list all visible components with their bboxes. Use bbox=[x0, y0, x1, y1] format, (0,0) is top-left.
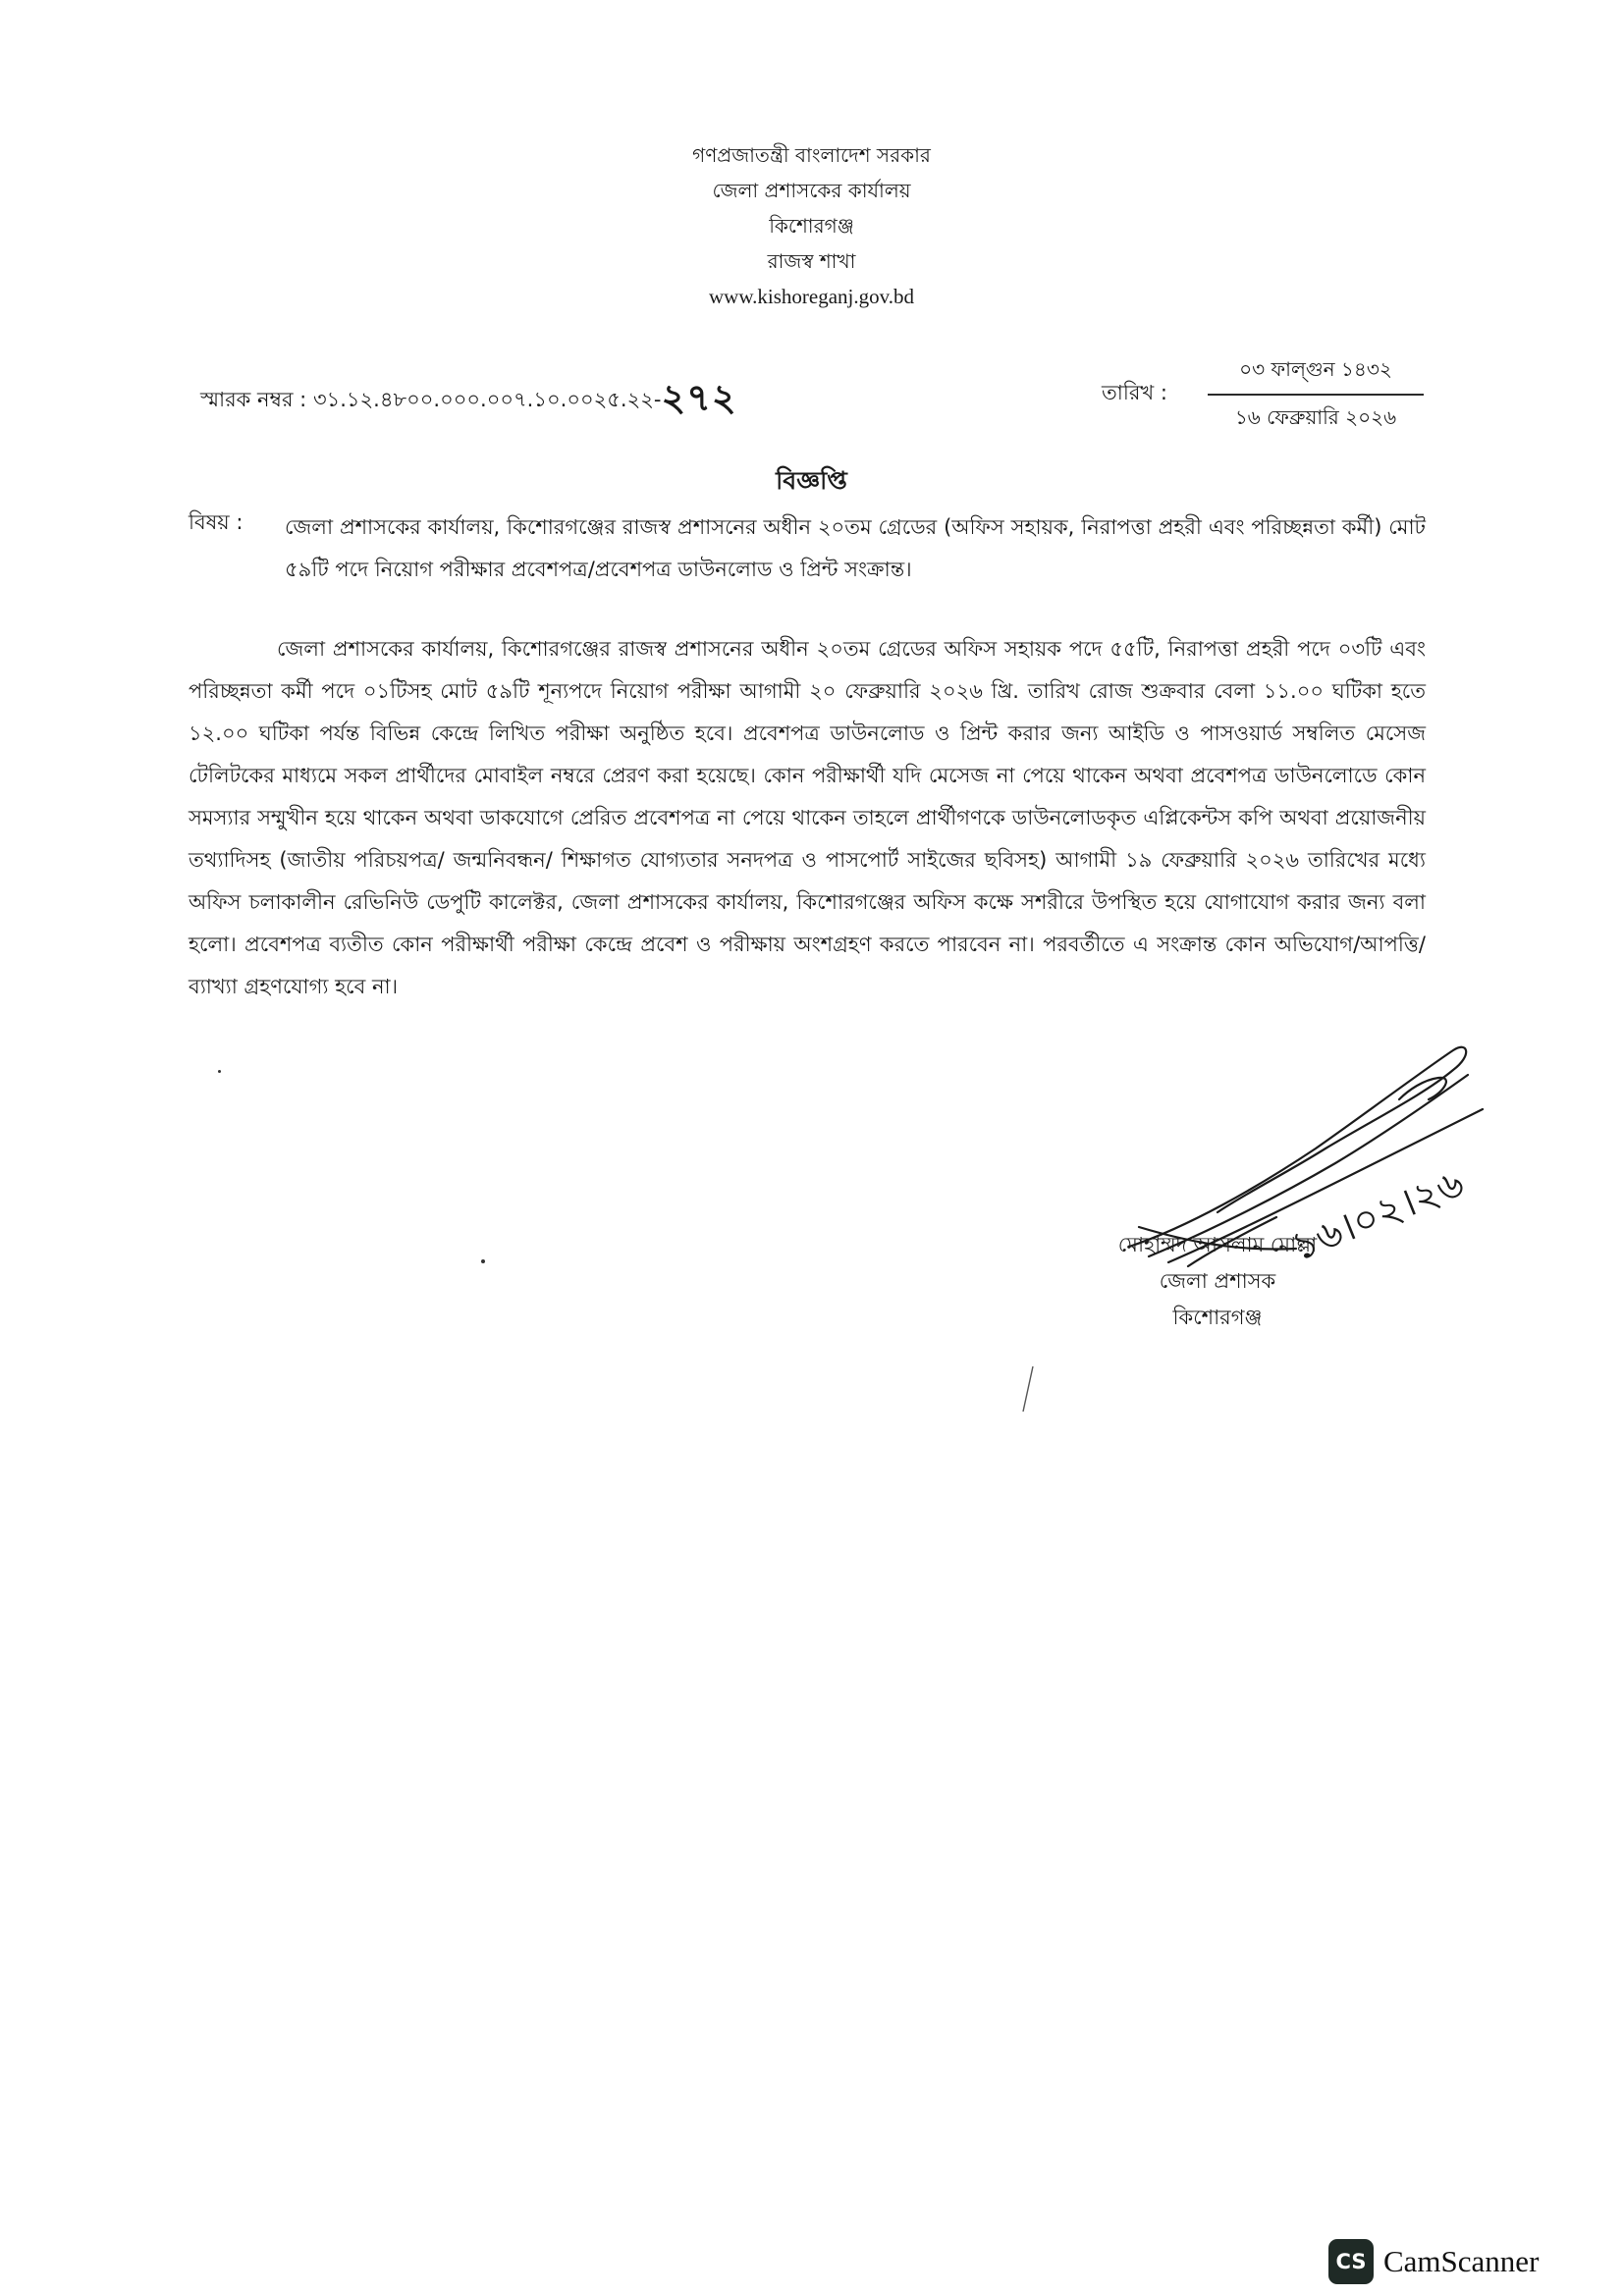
scan-mark bbox=[1021, 1364, 1035, 1414]
subject-label: বিষয় : bbox=[189, 510, 243, 534]
date-bangla: ০৩ ফাল্গুন ১৪৩২ bbox=[1239, 357, 1392, 381]
section-name: রাজস্ব শাখা bbox=[767, 249, 856, 273]
website-text: www.kishoreganj.gov.bd bbox=[709, 285, 914, 308]
date-gregorian: ১৬ ফেব্রুয়ারি ২০২৬ bbox=[1234, 405, 1397, 429]
signature-date: ১৬।০২।২৬ bbox=[1285, 1160, 1471, 1271]
camscanner-text: CamScanner bbox=[1383, 2244, 1540, 2278]
camscanner-logo-icon: CS bbox=[1328, 2239, 1374, 2284]
scan-speck bbox=[218, 1070, 221, 1073]
date-block bbox=[1208, 355, 1424, 436]
subject-text: জেলা প্রশাসকের কার্যালয়, কিশোরগঞ্জের রাজস্ব প্রশাসনের অধীন ২০তম গ্রেডের (অফিস সহায়ক, নিরাপত্তা প্রহরী এবং পরিচ্ছন্নতা কর্মী) মোট ৫৯টি পদে নিয়োগ পরীক্ষার প্রবেশপত্র/প্রবেশপত্র ডাউনলোড ও প্রিন্ট সংক্রান্ত। bbox=[285, 515, 1426, 581]
notice-title: বিজ্ঞপ্তি bbox=[776, 466, 847, 495]
scan-speck bbox=[481, 1259, 485, 1263]
signatory-designation: জেলা প্রশাসক bbox=[1159, 1269, 1276, 1293]
office-name: জেলা প্রশাসকের কার্যালয় bbox=[712, 179, 911, 202]
memo-label: স্মারক নম্বর : bbox=[200, 388, 307, 411]
signatory-name: মোহাম্মদ আসলাম মোল্লা bbox=[1117, 1233, 1318, 1256]
date-label: তারিখ : bbox=[1102, 381, 1167, 404]
signatory-location: কিশোরগঞ্জ bbox=[1172, 1306, 1263, 1329]
signatory-block bbox=[1070, 1227, 1365, 1336]
letterhead bbox=[0, 137, 1623, 314]
date-divider bbox=[1208, 394, 1424, 396]
memo-number-value: ৩১.১২.৪৮০০.০০০.০০৭.১০.০০২৫.২২- bbox=[312, 388, 662, 411]
camscanner-watermark bbox=[1328, 2239, 1539, 2284]
govt-name: গণপ্রজাতন্ত্রী বাংলাদেশ সরকার bbox=[692, 143, 931, 167]
notice-body: জেলা প্রশাসকের কার্যালয়, কিশোরগঞ্জের রাজস্ব প্রশাসনের অধীন ২০তম গ্রেডের অফিস সহায়ক পদে ৫৫টি, নিরাপত্তা প্রহরী পদে ০৩টি এবং পরিচ্ছন্নতা কর্মী পদে ০১টিসহ মোট ৫৯টি শূন্যপদে নিয়োগ পরীক্ষা আগামী ২০ ফেব্রুয়ারি ২০২৬ খ্রি. তারিখ রোজ শুক্রবার বেলা ১১.০০ ঘটিকা হতে ১২.০০ ঘটিকা পর্যন্ত বিভিন্ন কেন্দ্রে লিখিত পরীক্ষা অনুষ্ঠিত হবে। প্রবেশপত্র ডাউনলোড ও প্রিন্ট করার জন্য আইডি ও পাসওয়ার্ড সম্বলিত মেসেজ টেলিটকের মাধ্যমে সকল প্রার্থীদের মোবাইল নম্বরে প্রেরণ করা হয়েছে। কোন পরীক্ষার্থী যদি মেসেজ না পেয়ে থাকেন অথবা প্রবেশপত্র ডাউনলোডে কোন সমস্যার সম্মুখীন হয়ে থাকেন অথবা ডাকযোগে প্রেরিত প্রবেশপত্র না পেয়ে থাকেন তাহলে প্রার্থীগণকে ডাউনলোডকৃত এপ্লিকেন্টস কপি অথবা প্রয়োজনীয় তথ্যাদিসহ (জাতীয় পরিচয়পত্র/ জন্মনিবন্ধন/ শিক্ষাগত যোগ্যতার সনদপত্র ও পাসপোর্ট সাইজের ছবিসহ) আগামী ১৯ ফেব্রুয়ারি ২০২৬ তারিখের মধ্যে অফিস চলাকালীন রেভিনিউ ডেপুটি কালেক্টর, জেলা প্রশাসকের কার্যালয়, কিশোরগঞ্জের অফিস কক্ষে সশরীরে উপস্থিত হয়ে যোগাযোগ করার জন্য বলা হলো। প্রবেশপত্র ব্যতীত কোন পরীক্ষার্থী পরীক্ষা কেন্দ্রে প্রবেশ ও পরীক্ষায় অংশগ্রহণ করতে পারবেন না। পরবর্তীতে এ সংক্রান্ত কোন অভিযোগ/আপত্তি/ব্যাখ্যা গ্রহণযোগ্য হবে না। bbox=[189, 637, 1426, 998]
memo-number bbox=[200, 365, 737, 428]
memo-handwritten-suffix: ২৭২ bbox=[661, 375, 737, 419]
district-name: কিশোরগঞ্জ bbox=[769, 214, 854, 238]
